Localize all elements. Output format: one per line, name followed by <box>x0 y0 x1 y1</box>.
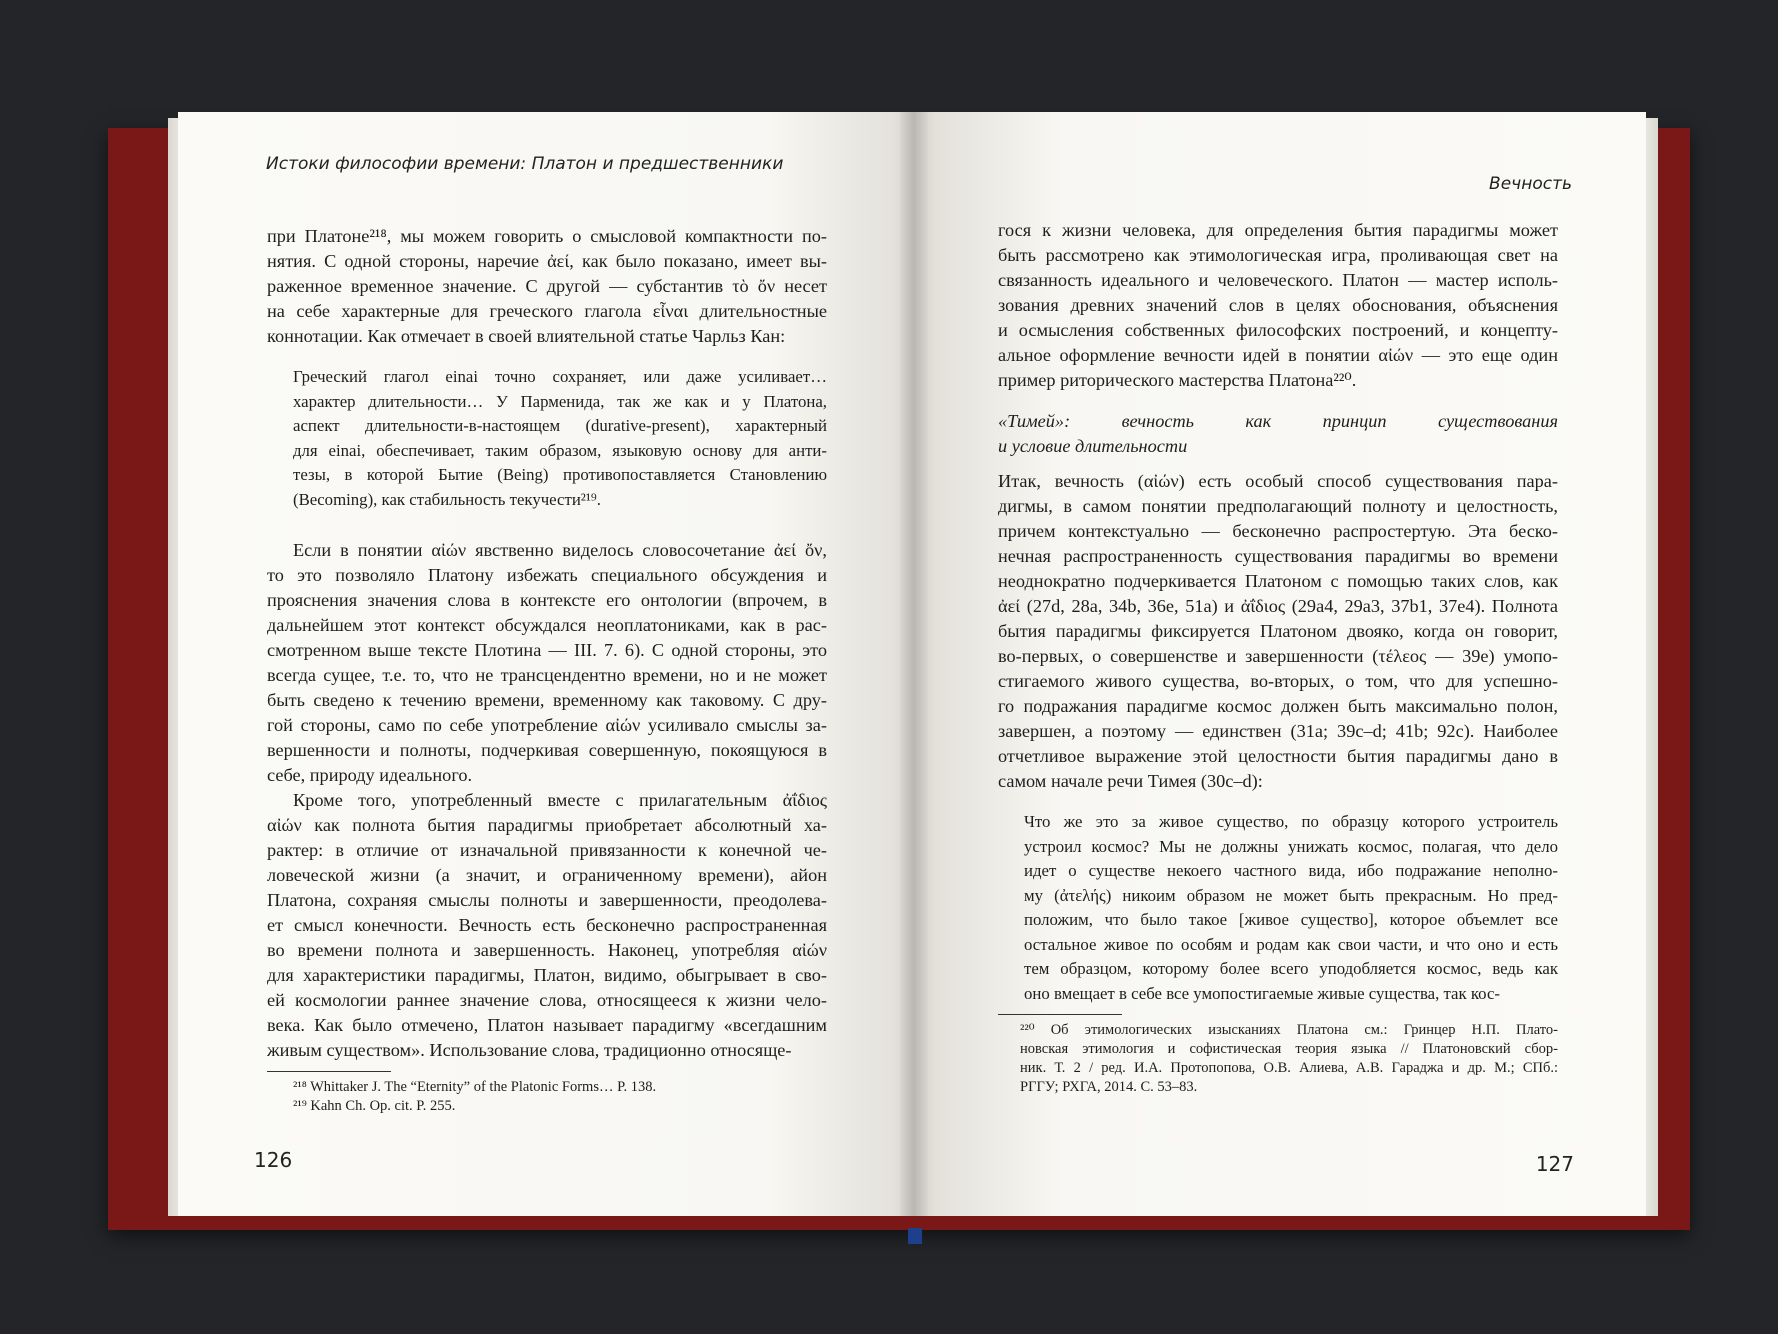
right-page-text <box>998 218 1558 1097</box>
text-line: при Платоне²¹⁸, мы можем говорить о смысловой компактности по- <box>267 226 827 246</box>
footnote-rule-right <box>998 1014 1122 1015</box>
running-header-left: Истоки философии времени: Платон и предшественники <box>266 154 784 174</box>
right-paragraph-1 <box>998 218 1558 393</box>
text-line: ²¹⁹ Kahn Ch. Op. cit. P. 255. <box>293 1098 456 1114</box>
text-line: Что же это за живое существо, по образцу которого устроитель <box>1024 812 1558 831</box>
text-line: для характеристики парадигмы, Платон, видимо, обыгрывает в сво- <box>267 965 827 985</box>
text-line: остальное живое по особям и родам как свои части, и что оно и есть <box>1024 934 1558 954</box>
book-gutter <box>900 112 928 1216</box>
text-line: и осмысления собственных философских построений, и концепту- <box>998 320 1558 340</box>
text-line: бытия парадигмы фиксируется Платоном двояко, когда он говорит, <box>998 621 1558 641</box>
text-line: характер длительности… У Парменида, так же как и у Платона, <box>293 391 827 411</box>
left-page <box>178 112 916 1216</box>
right-page <box>914 112 1646 1216</box>
text-line: быть сведено к течению времени, временному как таковому. С дру- <box>267 690 827 710</box>
text-line: Платона, сохраняя смыслы полноты и завершенности, преодолева- <box>267 890 827 910</box>
text-line: дальнейшем этот контекст обсуждался неоплатониками, как в рас- <box>267 615 827 635</box>
text-line: коннотации. Как отмечает в своей влиятельной статье Чарльз Кан: <box>267 326 786 346</box>
text-line: отчетливое выражение этой целостности бытия парадигмы дано в <box>998 746 1558 766</box>
text-line: ловеческой жизни (а значит, и ограниченному времени), айон <box>267 865 827 885</box>
text-line: себе, природу идеального. <box>267 765 473 785</box>
right-block-quote <box>998 810 1558 1006</box>
text-line: Если в понятии αἰών явственно виделось словосочетание ἀεί ὄν, <box>293 540 827 560</box>
text-line: аспект длительности-в-настоящем (durative-present), характерный <box>293 416 827 435</box>
footnote-rule-left <box>267 1071 391 1072</box>
text-line: рактер: в отличие от изначальной привязанности к конечной че- <box>267 840 827 860</box>
text-line: ²¹⁸ Whittaker J. The “Eternity” of the Platonic Forms… P. 138. <box>293 1079 657 1095</box>
text-line: РГГУ; РХГА, 2014. С. 53–83. <box>1020 1079 1198 1095</box>
text-line: прояснения значения слова в контексте его онтологии (впрочем, в <box>267 590 827 610</box>
text-line: завершен, а поэтому — единствен (31a; 39c–d; 41b; 92c). Наиболее <box>998 721 1558 741</box>
text-line: положим, что было такое [живое существо], которое объемлет все <box>1024 910 1558 929</box>
text-line: му (ἀτελής) никоим образом не может быть прекрасным. Но пред- <box>1024 885 1558 905</box>
text-line: оно вмещает в себе все умопостигаемые живые существа, так кос- <box>1024 983 1500 1003</box>
text-line: ἀεί (27d, 28a, 34b, 36e, 51a) и ἀΐδιος (29a4, 29a3, 37b1, 37e4). Полнота <box>998 596 1558 616</box>
text-line: самом начале речи Тимея (30c–d): <box>998 771 1263 791</box>
text-line: дигмы, в самом понятии предполагающий полноту и целостность, <box>998 496 1558 516</box>
text-line: стигаемого живого существа, во-вторых, о том, что для успешно- <box>998 671 1558 691</box>
text-line: идет о существе некоего частного вида, ибо подражание неполно- <box>1024 861 1558 880</box>
text-line: причем контекстуально — бесконечно распростертую. Эта беско- <box>998 521 1558 541</box>
text-line: новская этимология и софистическая теория языка // Платоновский сбор- <box>1020 1041 1558 1057</box>
text-line: ей космологии раннее значение слова, относящееся к жизни чело- <box>267 990 827 1010</box>
text-line: αἰών как полнота бытия парадигмы приобретает абсолютный ха- <box>267 815 827 835</box>
text-line: во времени полнота и завершенность. Наконец, употребляя αἰών <box>267 940 827 960</box>
text-line: живым существом». Использование слова, традиционно относяще- <box>267 1040 792 1060</box>
left-block-quote <box>267 365 827 512</box>
text-line: Кроме того, употребленный вместе с прилагательным ἀΐδιος <box>293 790 827 810</box>
text-line: во-первых, о совершенстве и завершенности (τέλεος — 39e) умопо- <box>998 646 1558 666</box>
text-line: неоднократно подчеркивается Платоном с помощью таких слов, как <box>998 571 1558 591</box>
text-line: раженное временное значение. С другой — субстантив τὸ ὄν несет <box>267 276 827 296</box>
text-line: альное оформление вечности идей в понятии αἰών — это еще один <box>998 345 1558 365</box>
text-line: тем образцом, которому более всего уподобляется космос, ведь как <box>1024 959 1558 978</box>
text-line: ет смысл конечности. Вечность есть бесконечно распространенная <box>267 915 827 935</box>
left-page-text <box>267 224 827 1116</box>
section-subheading <box>998 409 1558 459</box>
right-paragraph-2 <box>998 469 1558 794</box>
running-header-right: Вечность <box>1489 174 1572 194</box>
page-number-left: 126 <box>254 1148 293 1172</box>
bookmark-ribbon <box>908 1228 922 1244</box>
text-line: для einai, обеспечивает, таким образом, языковую основу для анти- <box>293 440 827 460</box>
text-line: Итак, вечность (αἰών) есть особый способ существования пара- <box>998 471 1558 491</box>
text-line: и условие длительности <box>998 436 1188 456</box>
text-line: Греческий глагол einai точно сохраняет, или даже усиливает… <box>293 367 827 386</box>
left-paragraph-1 <box>267 224 827 349</box>
text-line: зования древних значений слов в целях обоснования, объяснения <box>998 295 1558 315</box>
text-line: гося к жизни человека, для определения бытия парадигмы может <box>998 220 1558 240</box>
right-footnotes <box>998 1021 1558 1097</box>
left-footnotes <box>267 1078 827 1116</box>
text-line: «Тимей»: вечность как принцип существования <box>998 411 1558 431</box>
text-line: века. Как было отмечено, Платон называет парадигму «всегдашним <box>267 1015 827 1035</box>
left-paragraph-3 <box>267 788 827 1063</box>
text-line: ник. Т. 2 / ред. И.А. Протопопова, О.В. Алиева, А.В. Гараджа и др. М.; СПб.: <box>1020 1060 1558 1076</box>
page-number-right: 127 <box>1535 1152 1574 1176</box>
text-line: на себе характерные для греческого глагола εἶναι длительностные <box>267 301 827 321</box>
text-line: связанность идеального и человеческого. Платон — мастер исполь- <box>998 270 1558 290</box>
text-line: тезы, в которой Бытие (Being) противопоставляется Становлению <box>293 465 827 484</box>
text-line: гой стороны, само по себе употребление αἰών усиливало смыслы за- <box>267 715 827 735</box>
text-line: то это позволяло Платону избежать специального обсуждения и <box>267 565 827 585</box>
text-line: вершенности и полноты, подчеркивая совершенную, покоящуюся в <box>267 740 827 760</box>
text-line: го подражания парадигме космос должен быть максимально полон, <box>998 696 1558 716</box>
left-paragraph-2 <box>267 538 827 788</box>
text-line: (Becoming), как стабильность текучести²¹⁹. <box>293 489 601 509</box>
text-line: пример риторического мастерства Платона²²⁰. <box>998 370 1357 390</box>
text-line: устроил космос? Мы не должны унижать космос, полагая, что дело <box>1024 836 1558 856</box>
text-line: смотренном выше тексте Плотина — III. 7. 6). С одной стороны, это <box>267 640 827 660</box>
text-line: нечная распространенность существования парадигмы во времени <box>998 546 1558 566</box>
text-line: нятия. С одной стороны, наречие ἀεί, как было показано, имеет вы- <box>267 251 827 271</box>
text-line: всегда сущее, т.е. то, что не трансцендентно времени, но и не может <box>267 665 827 685</box>
text-line: быть рассмотрено как этимологическая игра, проливающая свет на <box>998 245 1558 265</box>
text-line: ²²⁰ Об этимологических изысканиях Платона см.: Гринцер Н.П. Плато- <box>1020 1022 1558 1038</box>
